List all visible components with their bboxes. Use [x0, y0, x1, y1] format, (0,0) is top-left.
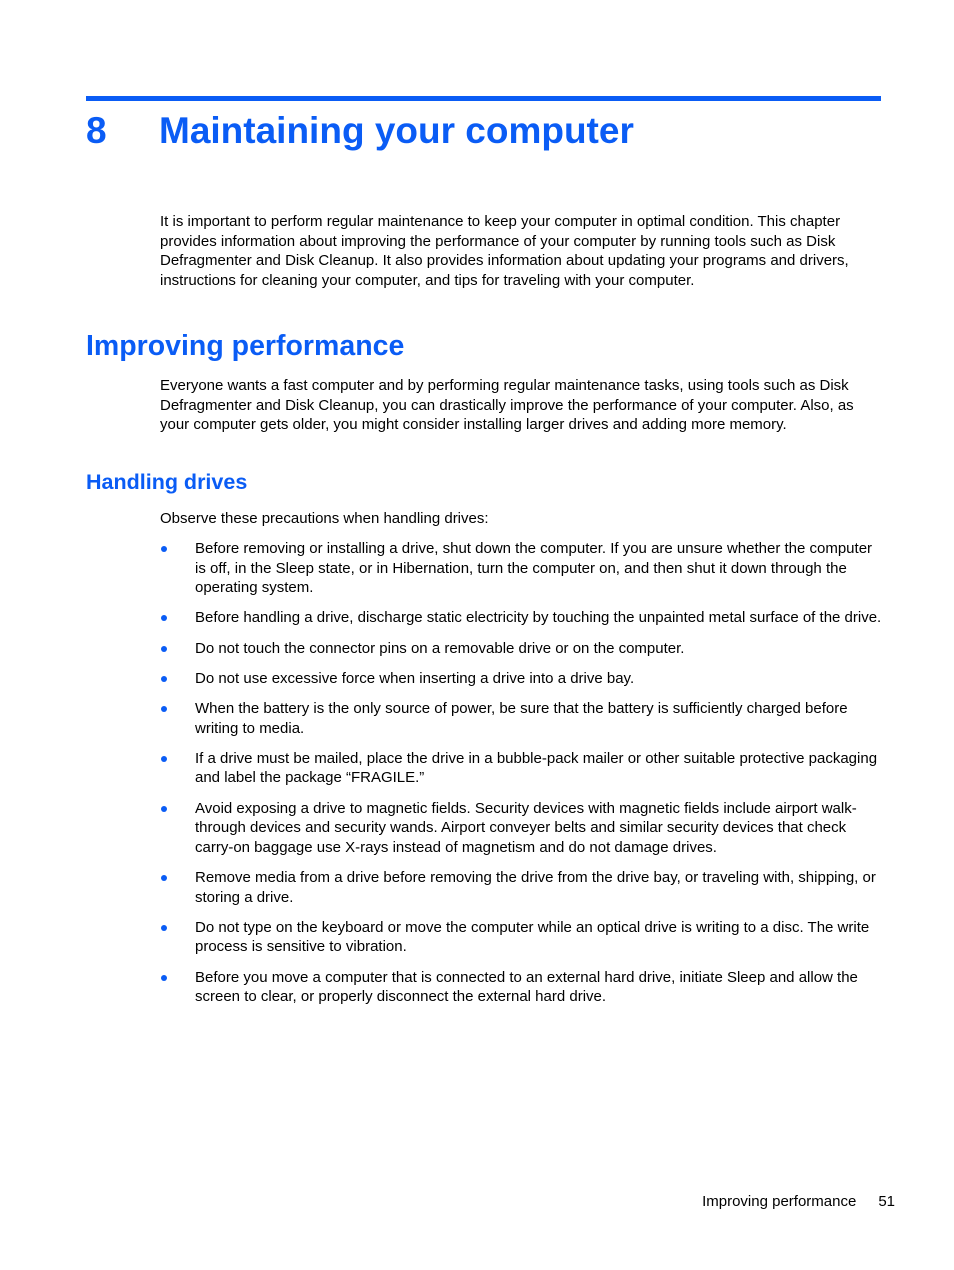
list-item-text: Do not touch the connector pins on a removable drive or on the computer.	[195, 639, 685, 657]
subsection-lead: Observe these precautions when handling drives:	[160, 510, 489, 527]
list-item	[160, 669, 885, 689]
chapter-number: 8	[86, 110, 107, 151]
list-item-text: Before you move a computer that is connected to an external hard drive, initiate Sleep and allow the screen to clear, or properly disconnect the external hard drive.	[195, 968, 858, 1006]
list-item	[160, 799, 885, 858]
bullet-icon	[161, 706, 167, 712]
page-number: 51	[878, 1193, 895, 1210]
list-item	[160, 868, 885, 907]
list-item	[160, 639, 885, 659]
section-heading: Improving performance	[86, 330, 405, 362]
list-item-text: Avoid exposing a drive to magnetic fields. Security devices with magnetic fields include airport walk-through devices and security wands. Airport conveyer belts and similar security devices that check carry-on baggage use X-rays instead of magnetism and do not damage drives.	[195, 799, 857, 856]
footer-section-title: Improving performance	[702, 1193, 857, 1210]
list-item-text: When the battery is the only source of power, be sure that the battery is sufficiently charged before writing to media.	[195, 700, 848, 737]
precautions-list	[160, 539, 885, 1007]
list-item-text: Do not use excessive force when inserting a drive into a drive bay.	[195, 669, 635, 687]
list-item	[160, 968, 885, 1007]
list-item-text: Do not type on the keyboard or move the computer while an optical drive is writing to a disc. The write process is sensitive to vibration.	[195, 918, 870, 956]
bullet-icon	[161, 806, 167, 812]
list-item-text: If a drive must be mailed, place the drive in a bubble-pack mailer or other suitable protective packaging and label the package “FRAGILE.”	[195, 749, 878, 787]
page-footer	[702, 1192, 895, 1211]
bullet-icon	[161, 615, 167, 621]
list-item	[160, 699, 885, 738]
list-item	[160, 539, 885, 598]
list-item-text: Before handling a drive, discharge static electricity by touching the unpainted metal surface of the drive.	[195, 609, 882, 627]
bullet-icon	[161, 756, 167, 762]
bullet-icon	[161, 875, 167, 881]
bullet-icon	[161, 676, 167, 682]
list-item-text: Remove media from a drive before removing the drive from the drive bay, or traveling with, shipping, or storing a drive.	[195, 869, 876, 906]
list-item-text: Before removing or installing a drive, shut down the computer. If you are unsure whether the computer is off, in the Sleep state, or in Hibernation, turn the computer on, and then shut it down through the operating system.	[195, 540, 873, 596]
chapter-heading	[86, 106, 881, 156]
chapter-title: Maintaining your computer	[159, 110, 634, 151]
bullet-icon	[161, 646, 167, 652]
list-item	[160, 608, 885, 628]
chapter-intro: It is important to perform regular maintenance to keep your computer in optimal condition. This chapter provides information about improving the performance of your computer by running tools such as Disk Defragmenter and Disk Cleanup. It also provides information about updating your programs and drivers, instructions for cleaning your computer, and tips for traveling with your computer.	[160, 213, 849, 289]
section-body: Everyone wants a fast computer and by performing regular maintenance tasks, using tools such as Disk Defragmenter and Disk Cleanup, you can drastically improve the performance of your computer. Also, as your computer gets older, you might consider installing larger drives and adding more memory.	[160, 377, 854, 433]
bullet-icon	[161, 975, 167, 981]
list-item	[160, 749, 885, 788]
subsection-heading: Handling drives	[86, 470, 248, 494]
list-item	[160, 918, 885, 957]
bullet-icon	[161, 546, 167, 552]
chapter-rule	[86, 96, 881, 101]
bullet-icon	[161, 925, 167, 931]
